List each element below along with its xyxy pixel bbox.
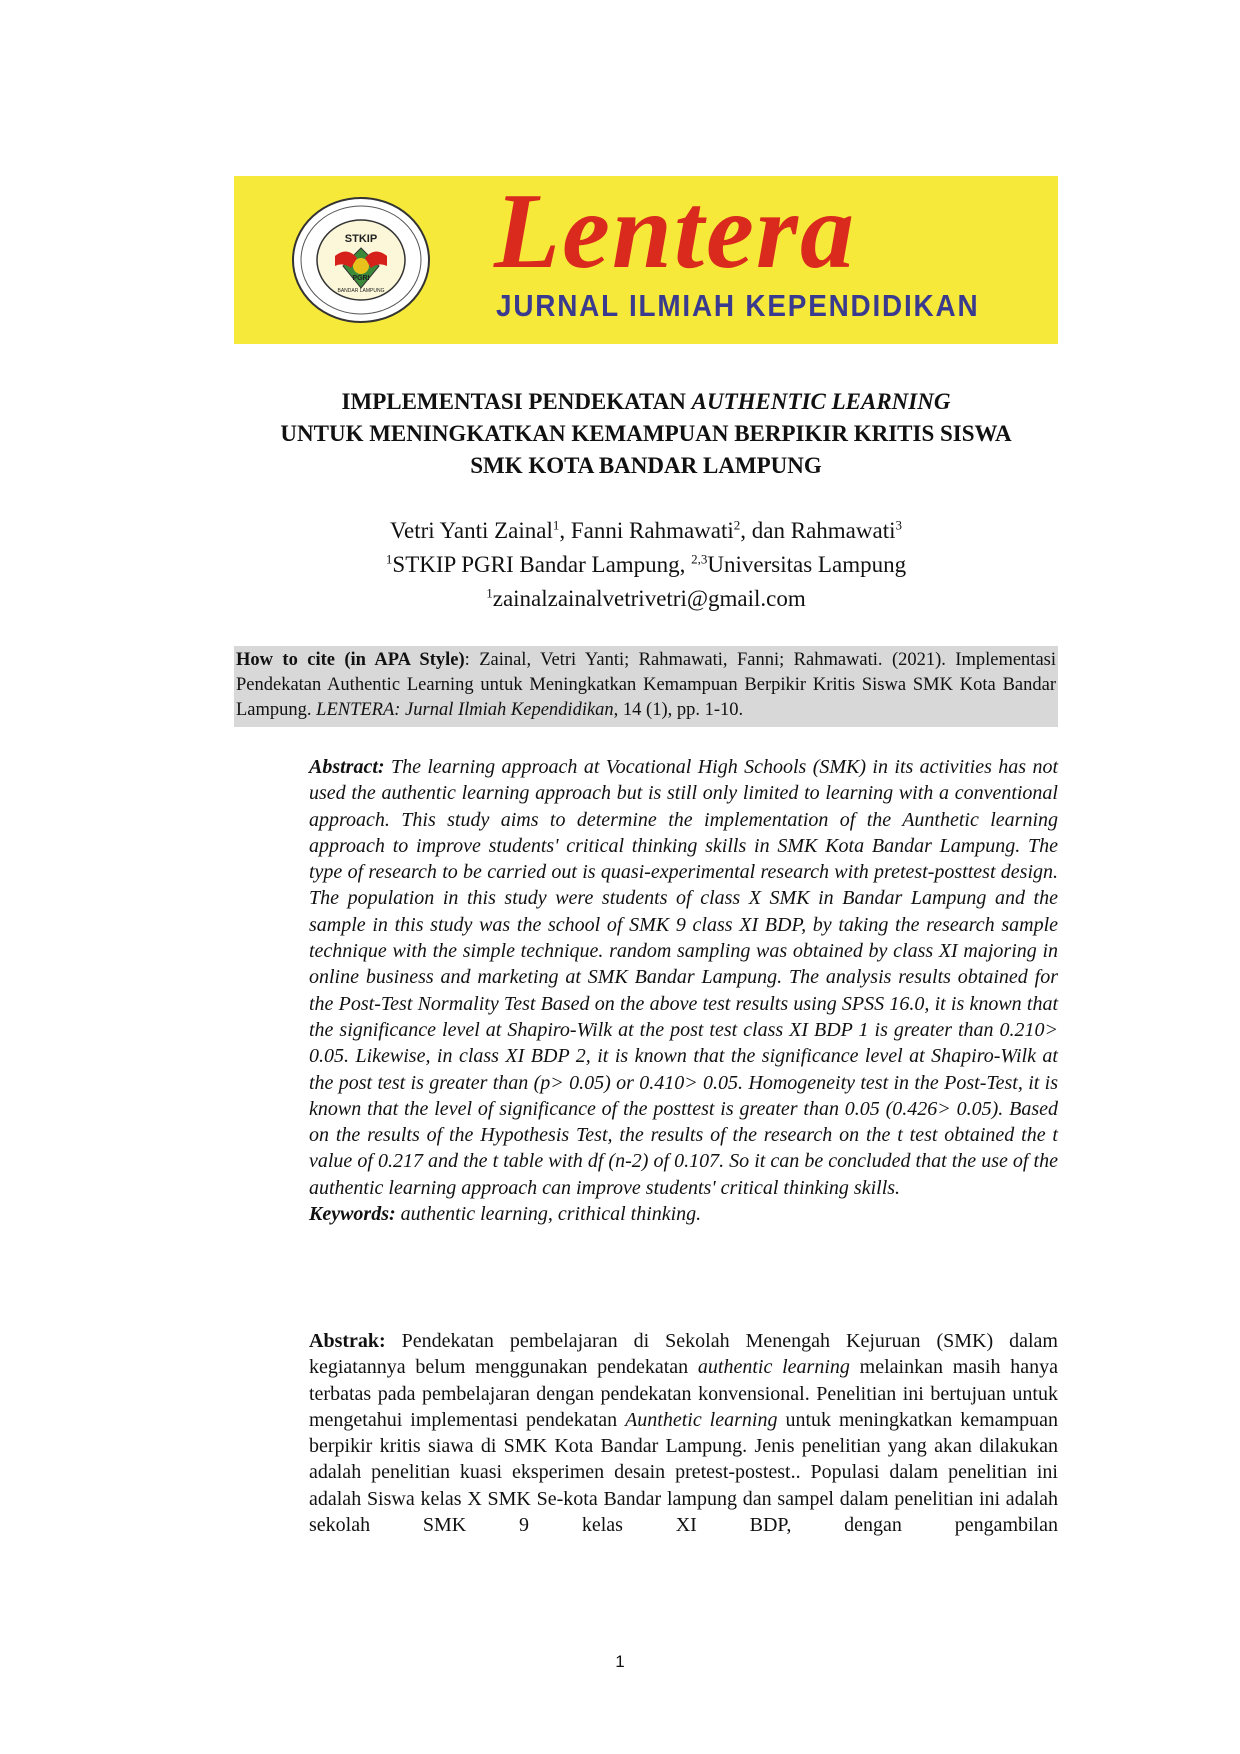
- page-number: 1: [615, 1652, 625, 1671]
- abstrak-text-1: Pendekatan pembelajaran di Sekolah Menengah Kejuruan (SMK) dalam kegiatannya belum menggunakan pendekatan: [309, 1330, 1058, 1379]
- journal-name: Lentera: [494, 172, 856, 291]
- author-2-sup: 2: [733, 517, 741, 533]
- citation-box: [234, 646, 1058, 727]
- author-email[interactable]: zainalzainalvetrivetri@gmail.com: [492, 586, 806, 611]
- author-2: , Fanni Rahmawati: [559, 518, 734, 543]
- journal-banner: [234, 172, 1058, 344]
- author-3: , dan Rahmawati: [740, 518, 896, 543]
- aff-2-sup: 2,3: [691, 551, 708, 567]
- title-line1-plain: IMPLEMENTASI PENDEKATAN: [341, 389, 692, 414]
- email-sup: 1: [486, 585, 493, 601]
- email-line: [234, 582, 1058, 616]
- abstract-text: The learning approach at Vocational High Schools (SMK) in its activities has not used the authentic learning approach but is still only limited to learning with a conventional approach. This study aims to determine the implementation of the Aunthetic learning approach to improve students' critical thinking skills in SMK Kota Bandar Lampung. The type of research to be carried out is quasi-experimental research with pretest-posttest design. The population in this study were students of class X SMK in Bandar Lampung and the sample in this study was the school of SMK 9 class XI BDP, by taking the research sample technique with the simple technique. random sampling was obtained by class XI majoring in online business and marketing at SMK Bandar Lampung. The analysis results obtained for the Post-Test Normality Test Based on the above test results using SPSS 16.0, it is known that the significance level at Shapiro-Wilk at the post test class XI BDP 1 is greater than 0.210> 0.05. Likewise, in class XI BDP 2, it is known that the significance level at Shapiro-Wilk at the post test is greater than (p> 0.05) or 0.410> 0.05. Homogeneity test in the Post-Test, it is known that the level of significance of the posttest is greater than 0.05 (0.426> 0.05). Based on the results of the Hypothesis Test, the results of the research on the t test obtained the t value of 0.217 and the t table with df (n-2) of 0.107. So it can be concluded that the use of the authentic learning approach can improve students' critical thinking skills.: [309, 756, 1058, 1199]
- author-3-sup: 3: [895, 517, 902, 533]
- aff-1-sup: 1: [385, 551, 393, 567]
- title-line2: UNTUK MENINGKATKAN KEMAMPUAN BERPIKIR KRITIS SISWA: [280, 421, 1012, 446]
- citation-journal: LENTERA: Jurnal Ilmiah Kependidikan: [316, 700, 614, 720]
- author-1-sup: 1: [552, 517, 560, 533]
- stkip-pgri-logo: [291, 196, 431, 324]
- abstrak-italic-1: authentic learning: [697, 1356, 850, 1379]
- keywords-text: authentic learning, crithical thinking.: [395, 1203, 702, 1226]
- citation-text: : Zainal, Vetri Yanti; Rahmawati, Fanni; Rahmawati. (2021). Implementasi Pendekatan Authentic Learning untuk Meningkatkan Kemampuan Berpikir Kritis Siswa SMK Kota Bandar Lampung.: [236, 650, 1056, 720]
- abstrak-italic-2: Aunthetic learning: [625, 1408, 778, 1431]
- journal-subtitle: JURNAL ILMIAH KEPENDIDIKAN: [496, 288, 980, 323]
- english-abstract: [309, 754, 1058, 1227]
- keywords-label: Keywords:: [309, 1203, 396, 1226]
- svg-text:STKIP: STKIP: [344, 233, 378, 245]
- author-block: [234, 514, 1058, 616]
- aff-2: Universitas Lampung: [707, 552, 907, 577]
- citation-label: How to cite (in APA Style): [236, 650, 465, 670]
- aff-1: STKIP PGRI Bandar Lampung,: [392, 552, 692, 577]
- paper-title: [234, 386, 1058, 482]
- author-1: Vetri Yanti Zainal: [389, 518, 553, 543]
- abstract-label: Abstract:: [309, 756, 385, 778]
- author-names: [234, 514, 1058, 548]
- indonesian-abstract: [309, 1328, 1058, 1538]
- svg-text:PGRI: PGRI: [352, 275, 370, 282]
- affiliations: [234, 548, 1058, 582]
- svg-text:BANDAR LAMPUNG: BANDAR LAMPUNG: [337, 288, 385, 294]
- title-line3: SMK KOTA BANDAR LAMPUNG: [470, 453, 822, 478]
- citation-volume: , 14 (1), pp. 1-10.: [613, 700, 744, 720]
- title-line1-italic: AUTHENTIC LEARNING: [691, 389, 951, 414]
- abstrak-label: Abstrak:: [309, 1330, 386, 1352]
- abstrak-text-3: untuk meningkatkan kemampuan berpikir kritis siawa di SMK Kota Bandar Lampung. Jenis penelitian yang akan dilakukan adalah penelitian kuasi eksperimen desain pretest-postest.. Populasi dalam penelitian ini adalah Siswa kelas X SMK Se-kota Bandar lampung dan sampel dalam penelitian ini adalah sekolah SMK 9 kelas XI BDP, dengan pengambilan: [309, 1408, 1059, 1537]
- abstrak-text-2: melainkan masih hanya terbatas pada pembelajaran dengan pendekatan konvensional. Penelitian ini bertujuan untuk mengetahui implementasi pendekatan: [309, 1356, 1059, 1431]
